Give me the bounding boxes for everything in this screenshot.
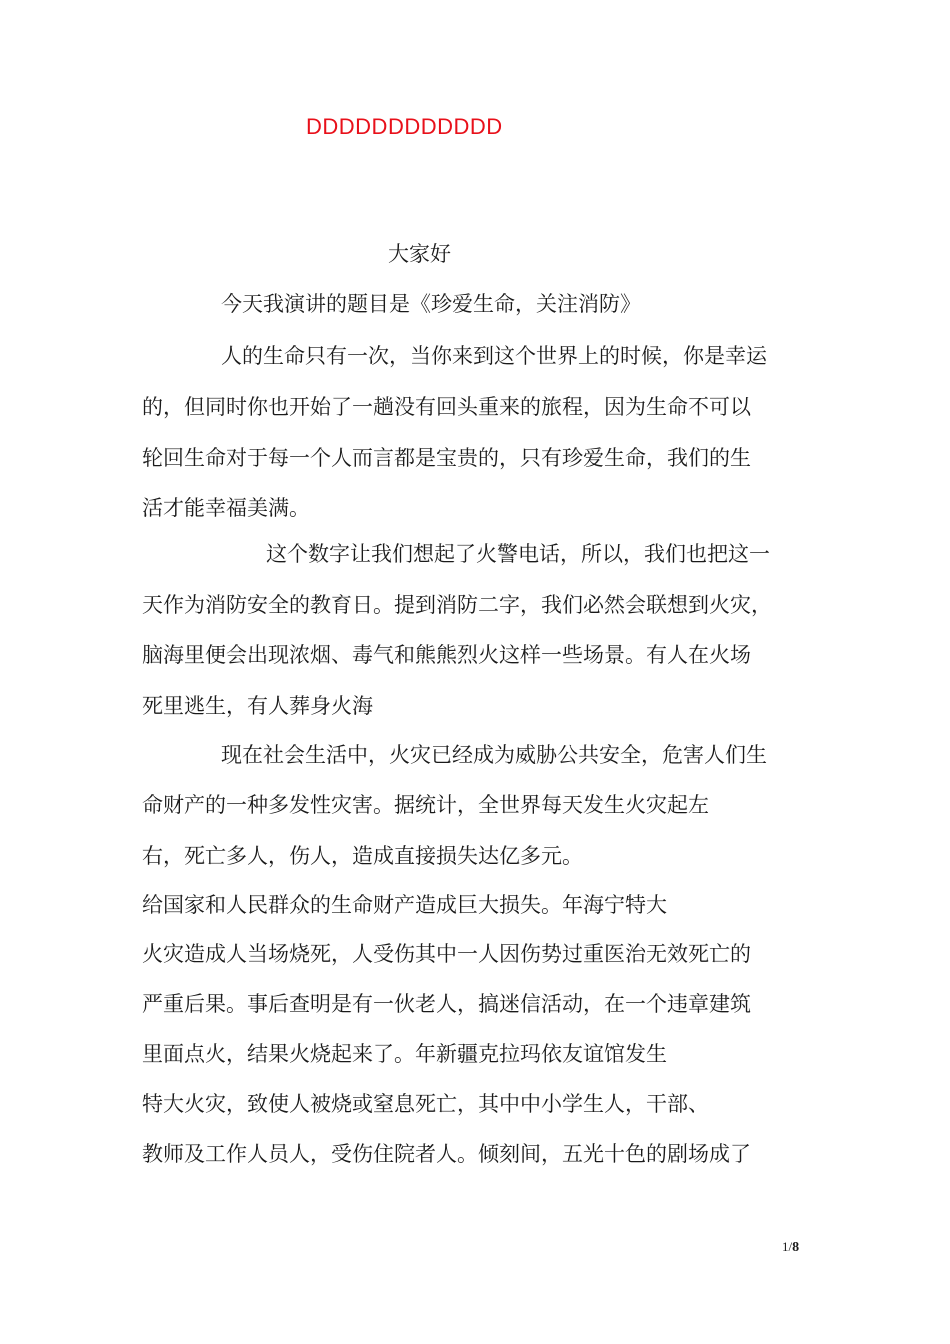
paragraph3-line: 给国家和人民群众的生命财产造成巨大损失。年海宁特大 [142, 893, 667, 917]
page-number [782, 1239, 799, 1256]
paragraph3-line: 命财产的一种多发性灾害。据统计，全世界每天发生火灾起左 [142, 793, 709, 817]
paragraph3-line: 火灾造成人当场烧死，人受伤其中一人因伤势过重医治无效死亡的 [142, 942, 751, 966]
paragraph3-line: 严重后果。事后查明是有一伙老人，搞迷信活动，在一个违章建筑 [142, 992, 751, 1016]
paragraph1-line: 人的生命只有一次，当你来到这个世界上的时候，你是幸运 [221, 344, 767, 368]
intro-line: 今天我演讲的题目是《珍爱生命，关注消防》 [221, 292, 641, 316]
paragraph2-line: 脑海里便会出现浓烟、毒气和熊熊烈火这样一些场景。有人在火场 [142, 643, 751, 667]
greeting-line: 大家好 [388, 242, 451, 266]
paragraph3-line: 右，死亡多人，伤人，造成直接损失达亿多元。 [142, 844, 583, 868]
paragraph2-line: 这个数字让我们想起了火警电话，所以，我们也把这一 [266, 542, 770, 566]
document-header-title: DDDDDDDDDDDD [306, 114, 503, 139]
paragraph3-line: 现在社会生活中，火灾已经成为威胁公共安全，危害人们生 [221, 743, 767, 767]
paragraph3-line: 教师及工作人员人，受伤住院者人。倾刻间，五光十色的剧场成了 [142, 1142, 751, 1166]
paragraph2-line: 天作为消防安全的教育日。提到消防二字，我们必然会联想到火灾， [142, 593, 772, 617]
page-number-total: 8 [792, 1240, 800, 1255]
paragraph3-line: 特大火灾，致使人被烧或窒息死亡，其中中小学生人，干部、 [142, 1092, 709, 1116]
paragraph3-line: 里面点火，结果火烧起来了。年新疆克拉玛依友谊馆发生 [142, 1042, 667, 1066]
paragraph2-line: 死里逃生，有人葬身火海 [142, 694, 373, 718]
paragraph1-line: 活才能幸福美满。 [142, 496, 310, 520]
paragraph1-line: 的，但同时你也开始了一趟没有回头重来的旅程，因为生命不可以 [142, 395, 751, 419]
paragraph1-line: 轮回生命对于每一个人而言都是宝贵的，只有珍爱生命，我们的生 [142, 446, 751, 470]
page-number-current: 1/ [782, 1239, 793, 1254]
